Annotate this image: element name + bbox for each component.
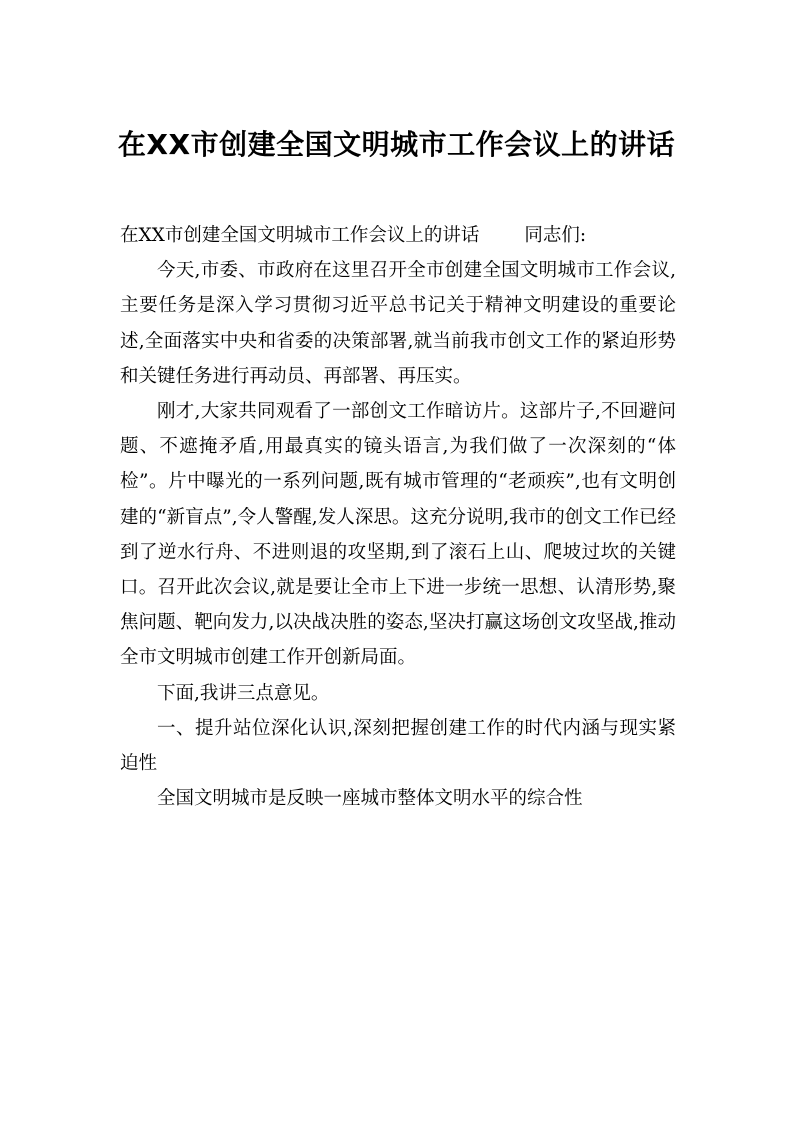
document-body — [120, 218, 676, 816]
paragraph-three-points: 下面,我讲三点意见。 — [157, 682, 330, 704]
paragraph-opening: 今天,市委、市政府在这里召开全市创建全国文明城市工作会议,主要任务是深入学习贯彻习近平总书记关于精神文明建设的重要论述,全面落实中央和省委的决策部署,就当前我市创文工作的紧迫形势和关键任务进行再动员、再部署、再压实。 — [120, 260, 676, 387]
salutation: 同志们: — [524, 225, 587, 246]
intro-heading: 在XX市创建全国文明城市工作会议上的讲话 — [120, 225, 480, 246]
paragraph-section-one-start: 全国文明城市是反映一座城市整体文明水平的综合性 — [157, 788, 583, 810]
document-title: 在XX市创建全国文明城市工作会议上的讲话 — [117, 128, 676, 161]
section-heading-one: 一、提升站位深化认识,深刻把握创建工作的时代内涵与现实紧迫性 — [120, 717, 676, 775]
intro-line — [120, 218, 676, 253]
paragraph-video-review: 刚才,大家共同观看了一部创文工作暗访片。这部片子,不回避问题、不遮掩矛盾,用最真实的镜头语言,为我们做了一次深刻的“体检”。片中曝光的一系列问题,既有城市管理的“老顽疾”,也有文明创建的“新盲点”,令人警醒,发人深思。这充分说明,我市的创文工作已经到了逆水行舟、不进则退的攻坚期,到了滚石上山、爬坡过坎的关键口。召开此次会议,就是要让全市上下进一步统一思想、认清形势,聚焦问题、靶向发力,以决战决胜的姿态,坚决打赢这场创文攻坚战,推动全市文明城市创建工作开创新局面。 — [120, 401, 676, 669]
